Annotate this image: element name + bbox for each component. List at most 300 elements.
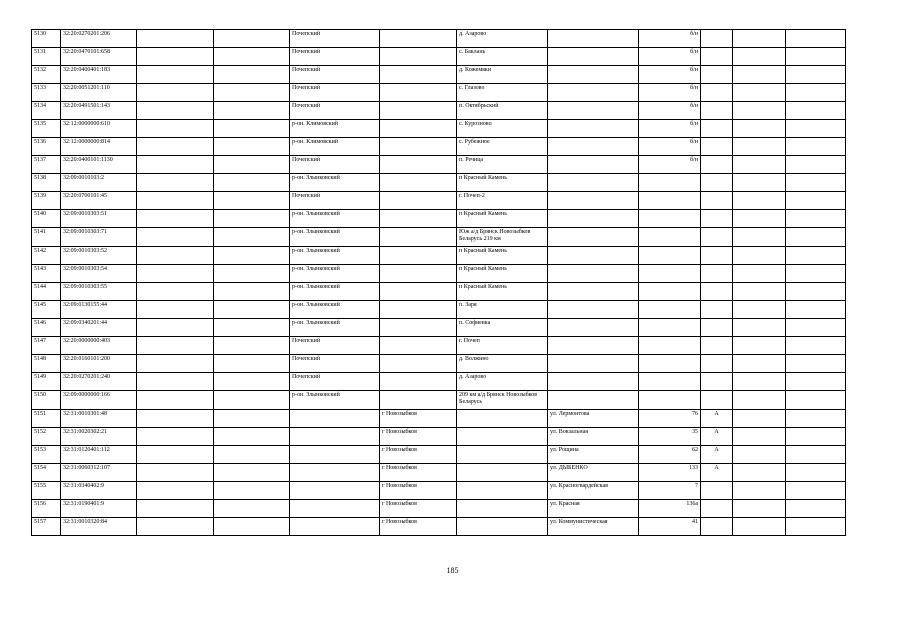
town-cell: [380, 319, 457, 337]
empty-cell: [786, 138, 846, 156]
row-number-cell: 5157: [32, 518, 61, 536]
empty-cell: [137, 373, 214, 391]
locality-cell: г. Почеп: [457, 337, 548, 355]
house-letter-cell: [701, 283, 733, 301]
cadastral-number-cell: 32:20:0400401:183: [61, 66, 137, 84]
house-letter-cell: [701, 228, 733, 247]
street-cell: [548, 228, 639, 247]
cadastral-number-cell: 32:20:0160101:200: [61, 355, 137, 373]
row-number-cell: 5140: [32, 210, 61, 228]
district-cell: р-он. Злынковский: [290, 247, 380, 265]
empty-cell: [214, 192, 290, 210]
district-cell: р-он. Злынковский: [290, 210, 380, 228]
house-number-cell: [639, 174, 701, 192]
cadastral-number-cell: 32:20:0270201:240: [61, 373, 137, 391]
empty-cell: [786, 228, 846, 247]
table-row: [32, 228, 846, 247]
district-cell: [290, 428, 380, 446]
empty-cell: [733, 228, 786, 247]
empty-cell: [214, 102, 290, 120]
empty-cell: [733, 301, 786, 319]
locality-cell: п. Октябрьский: [457, 102, 548, 120]
empty-cell: [214, 283, 290, 301]
table-row: [32, 500, 846, 518]
district-cell: Почепский: [290, 102, 380, 120]
row-number-cell: 5143: [32, 265, 61, 283]
town-cell: [380, 192, 457, 210]
house-number-cell: [639, 373, 701, 391]
town-cell: [380, 265, 457, 283]
street-cell: [548, 373, 639, 391]
empty-cell: [786, 120, 846, 138]
house-letter-cell: [701, 84, 733, 102]
cadastral-number-cell: 32:31:0010320:84: [61, 518, 137, 536]
empty-cell: [733, 84, 786, 102]
row-number-cell: 5141: [32, 228, 61, 247]
empty-cell: [786, 84, 846, 102]
empty-cell: [137, 102, 214, 120]
table-row: [32, 391, 846, 410]
town-cell: [380, 301, 457, 319]
street-cell: ул. Красная: [548, 500, 639, 518]
table-row: [32, 174, 846, 192]
row-number-cell: 5130: [32, 30, 61, 48]
district-cell: р-он. Злынковский: [290, 265, 380, 283]
cadastral-number-cell: 32:09:0010303:51: [61, 210, 137, 228]
house-number-cell: [639, 301, 701, 319]
empty-cell: [214, 120, 290, 138]
empty-cell: [214, 66, 290, 84]
street-cell: [548, 120, 639, 138]
empty-cell: [733, 156, 786, 174]
locality-cell: с. Баклань: [457, 48, 548, 66]
district-cell: Почепский: [290, 373, 380, 391]
empty-cell: [733, 102, 786, 120]
empty-cell: [214, 301, 290, 319]
empty-cell: [214, 337, 290, 355]
district-cell: Почепский: [290, 192, 380, 210]
town-cell: [380, 102, 457, 120]
empty-cell: [786, 428, 846, 446]
house-letter-cell: А: [701, 446, 733, 464]
locality-cell: п Красный Камень: [457, 283, 548, 301]
house-letter-cell: [701, 102, 733, 120]
town-cell: г Новозыбков: [380, 428, 457, 446]
empty-cell: [137, 30, 214, 48]
table-row: [32, 120, 846, 138]
town-cell: [380, 156, 457, 174]
table-row: [32, 247, 846, 265]
empty-cell: [733, 210, 786, 228]
empty-cell: [137, 337, 214, 355]
house-number-cell: [639, 192, 701, 210]
house-letter-cell: [701, 482, 733, 500]
row-number-cell: 5150: [32, 391, 61, 410]
table-row: [32, 210, 846, 228]
empty-cell: [214, 210, 290, 228]
cadastral-number-cell: 32:09:0010303:71: [61, 228, 137, 247]
street-cell: [548, 319, 639, 337]
town-cell: г Новозыбков: [380, 464, 457, 482]
cadastral-number-cell: 32:09:0010303:55: [61, 283, 137, 301]
empty-cell: [214, 48, 290, 66]
row-number-cell: 5137: [32, 156, 61, 174]
row-number-cell: 5145: [32, 301, 61, 319]
locality-cell: п. Речица: [457, 156, 548, 174]
street-cell: [548, 247, 639, 265]
street-cell: ул. Коммунистическая: [548, 518, 639, 536]
cadastral-number-cell: 32:31:0190401:9: [61, 500, 137, 518]
table-row: [32, 446, 846, 464]
house-letter-cell: [701, 265, 733, 283]
table-row: [32, 138, 846, 156]
district-cell: [290, 518, 380, 536]
district-cell: Почепский: [290, 48, 380, 66]
empty-cell: [214, 428, 290, 446]
town-cell: г Новозыбков: [380, 500, 457, 518]
empty-cell: [786, 482, 846, 500]
row-number-cell: 5144: [32, 283, 61, 301]
town-cell: [380, 373, 457, 391]
empty-cell: [733, 48, 786, 66]
table-row: [32, 265, 846, 283]
house-number-cell: 136а: [639, 500, 701, 518]
street-cell: [548, 138, 639, 156]
cadastral-number-cell: 32:20:0270201:206: [61, 30, 137, 48]
town-cell: [380, 247, 457, 265]
house-number-cell: б/н: [639, 120, 701, 138]
cadastral-number-cell: 32:09:0010303:54: [61, 265, 137, 283]
empty-cell: [733, 247, 786, 265]
empty-cell: [733, 410, 786, 428]
house-number-cell: 41: [639, 518, 701, 536]
empty-cell: [137, 446, 214, 464]
house-letter-cell: [701, 210, 733, 228]
empty-cell: [137, 192, 214, 210]
cadastral-number-cell: 32:09:0000000:166: [61, 391, 137, 410]
town-cell: [380, 337, 457, 355]
empty-cell: [733, 482, 786, 500]
cadastral-number-cell: 32:20:0491501:143: [61, 102, 137, 120]
table-row: [32, 319, 846, 337]
town-cell: г Новозыбков: [380, 518, 457, 536]
house-letter-cell: А: [701, 428, 733, 446]
empty-cell: [733, 464, 786, 482]
street-cell: [548, 174, 639, 192]
locality-cell: д. Волжино: [457, 355, 548, 373]
street-cell: [548, 265, 639, 283]
district-cell: р-он. Злынковский: [290, 283, 380, 301]
house-letter-cell: [701, 337, 733, 355]
town-cell: [380, 84, 457, 102]
empty-cell: [137, 391, 214, 410]
empty-cell: [137, 518, 214, 536]
locality-cell: д. Азарово: [457, 373, 548, 391]
town-cell: [380, 30, 457, 48]
locality-cell: п. Заря: [457, 301, 548, 319]
table-row: [32, 464, 846, 482]
district-cell: Почепский: [290, 337, 380, 355]
table-row: [32, 84, 846, 102]
house-number-cell: б/н: [639, 102, 701, 120]
empty-cell: [786, 247, 846, 265]
empty-cell: [214, 247, 290, 265]
house-number-cell: 76: [639, 410, 701, 428]
house-letter-cell: А: [701, 410, 733, 428]
town-cell: [380, 355, 457, 373]
locality-cell: 209 км а/д Брянск Новозыбков Беларусь: [457, 391, 548, 410]
table-row: [32, 156, 846, 174]
row-number-cell: 5149: [32, 373, 61, 391]
row-number-cell: 5138: [32, 174, 61, 192]
table-row: [32, 373, 846, 391]
house-letter-cell: [701, 48, 733, 66]
house-number-cell: 62: [639, 446, 701, 464]
house-letter-cell: [701, 373, 733, 391]
district-cell: р-он. Климовский: [290, 120, 380, 138]
house-number-cell: [639, 283, 701, 301]
cadastral-number-cell: 32:20:0700101:45: [61, 192, 137, 210]
register-table-wrapper: [31, 29, 846, 536]
locality-cell: Юж а/д Брянск Новозыбков Беларусь 219 км: [457, 228, 548, 247]
district-cell: р-он. Злынковский: [290, 301, 380, 319]
empty-cell: [137, 48, 214, 66]
district-cell: [290, 410, 380, 428]
house-number-cell: б/н: [639, 156, 701, 174]
empty-cell: [137, 174, 214, 192]
empty-cell: [137, 301, 214, 319]
empty-cell: [786, 500, 846, 518]
empty-cell: [786, 319, 846, 337]
street-cell: [548, 84, 639, 102]
locality-cell: [457, 500, 548, 518]
town-cell: [380, 283, 457, 301]
street-cell: [548, 66, 639, 84]
empty-cell: [137, 464, 214, 482]
empty-cell: [786, 518, 846, 536]
street-cell: [548, 30, 639, 48]
locality-cell: [457, 464, 548, 482]
locality-cell: п Красный Камень: [457, 210, 548, 228]
empty-cell: [733, 174, 786, 192]
empty-cell: [733, 30, 786, 48]
cadastral-number-cell: 32:09:0130155:44: [61, 301, 137, 319]
row-number-cell: 5146: [32, 319, 61, 337]
house-letter-cell: [701, 66, 733, 84]
locality-cell: п Красный Камень: [457, 265, 548, 283]
empty-cell: [137, 265, 214, 283]
row-number-cell: 5136: [32, 138, 61, 156]
row-number-cell: 5151: [32, 410, 61, 428]
row-number-cell: 5155: [32, 482, 61, 500]
street-cell: ул. Вокзальная: [548, 428, 639, 446]
empty-cell: [786, 66, 846, 84]
locality-cell: [457, 518, 548, 536]
house-letter-cell: [701, 247, 733, 265]
street-cell: [548, 283, 639, 301]
house-letter-cell: [701, 30, 733, 48]
empty-cell: [214, 228, 290, 247]
locality-cell: п Красный Камень: [457, 247, 548, 265]
town-cell: г Новозыбков: [380, 482, 457, 500]
cadastral-number-cell: 32:20:0470101:658: [61, 48, 137, 66]
town-cell: г Новозыбков: [380, 446, 457, 464]
empty-cell: [137, 138, 214, 156]
cadastral-number-cell: 32:31:0340402:9: [61, 482, 137, 500]
empty-cell: [786, 174, 846, 192]
empty-cell: [733, 265, 786, 283]
house-letter-cell: [701, 174, 733, 192]
house-letter-cell: [701, 120, 733, 138]
town-cell: [380, 66, 457, 84]
empty-cell: [786, 355, 846, 373]
empty-cell: [137, 410, 214, 428]
empty-cell: [786, 337, 846, 355]
district-cell: [290, 446, 380, 464]
empty-cell: [786, 410, 846, 428]
page-number: 185: [446, 566, 459, 575]
table-row: [32, 337, 846, 355]
street-cell: ул. Лермонтова: [548, 410, 639, 428]
cadastral-number-cell: 32:12:0000000:814: [61, 138, 137, 156]
street-cell: [548, 210, 639, 228]
row-number-cell: 5148: [32, 355, 61, 373]
district-cell: Почепский: [290, 84, 380, 102]
house-number-cell: б/н: [639, 84, 701, 102]
table-row: [32, 30, 846, 48]
empty-cell: [214, 464, 290, 482]
empty-cell: [137, 156, 214, 174]
street-cell: ул. Рощина: [548, 446, 639, 464]
cadastral-number-cell: 32:31:0120401:112: [61, 446, 137, 464]
row-number-cell: 5135: [32, 120, 61, 138]
district-cell: Почепский: [290, 355, 380, 373]
cadastral-number-cell: 32:20:0000000:403: [61, 337, 137, 355]
locality-cell: с. Глазово: [457, 84, 548, 102]
empty-cell: [786, 446, 846, 464]
empty-cell: [214, 355, 290, 373]
house-number-cell: 7: [639, 482, 701, 500]
house-letter-cell: [701, 319, 733, 337]
row-number-cell: 5156: [32, 500, 61, 518]
empty-cell: [786, 156, 846, 174]
empty-cell: [786, 301, 846, 319]
empty-cell: [786, 102, 846, 120]
empty-cell: [733, 446, 786, 464]
table-row: [32, 192, 846, 210]
empty-cell: [137, 120, 214, 138]
table-row: [32, 48, 846, 66]
district-cell: р-он. Климовский: [290, 138, 380, 156]
empty-cell: [214, 84, 290, 102]
empty-cell: [786, 283, 846, 301]
empty-cell: [733, 319, 786, 337]
row-number-cell: 5133: [32, 84, 61, 102]
empty-cell: [214, 373, 290, 391]
empty-cell: [214, 156, 290, 174]
house-number-cell: [639, 265, 701, 283]
house-letter-cell: [701, 301, 733, 319]
house-number-cell: [639, 210, 701, 228]
empty-cell: [733, 428, 786, 446]
empty-cell: [733, 138, 786, 156]
empty-cell: [733, 337, 786, 355]
table-row: [32, 301, 846, 319]
register-rows: [32, 30, 846, 536]
house-number-cell: б/н: [639, 48, 701, 66]
empty-cell: [214, 138, 290, 156]
empty-cell: [786, 464, 846, 482]
row-number-cell: 5153: [32, 446, 61, 464]
table-row: [32, 355, 846, 373]
house-letter-cell: [701, 156, 733, 174]
cadastral-number-cell: 32:09:0010303:52: [61, 247, 137, 265]
house-letter-cell: [701, 518, 733, 536]
street-cell: ул. Красногвардейская: [548, 482, 639, 500]
empty-cell: [137, 355, 214, 373]
row-number-cell: 5147: [32, 337, 61, 355]
table-row: [32, 482, 846, 500]
house-letter-cell: [701, 355, 733, 373]
empty-cell: [214, 391, 290, 410]
town-cell: [380, 48, 457, 66]
locality-cell: [457, 428, 548, 446]
empty-cell: [733, 192, 786, 210]
locality-cell: [457, 446, 548, 464]
empty-cell: [137, 319, 214, 337]
empty-cell: [786, 265, 846, 283]
empty-cell: [786, 192, 846, 210]
empty-cell: [733, 518, 786, 536]
locality-cell: [457, 410, 548, 428]
street-cell: [548, 192, 639, 210]
empty-cell: [786, 391, 846, 410]
table-row: [32, 410, 846, 428]
street-cell: [548, 102, 639, 120]
empty-cell: [214, 319, 290, 337]
house-number-cell: [639, 247, 701, 265]
district-cell: Почепский: [290, 30, 380, 48]
cadastral-number-cell: 32:20:0400101:1130: [61, 156, 137, 174]
locality-cell: п. Софиевка: [457, 319, 548, 337]
empty-cell: [137, 247, 214, 265]
empty-cell: [137, 66, 214, 84]
house-letter-cell: [701, 391, 733, 410]
row-number-cell: 5134: [32, 102, 61, 120]
row-number-cell: 5142: [32, 247, 61, 265]
house-letter-cell: [701, 500, 733, 518]
empty-cell: [733, 373, 786, 391]
empty-cell: [733, 120, 786, 138]
house-number-cell: [639, 337, 701, 355]
house-number-cell: б/н: [639, 66, 701, 84]
row-number-cell: 5132: [32, 66, 61, 84]
empty-cell: [214, 265, 290, 283]
row-number-cell: 5139: [32, 192, 61, 210]
empty-cell: [137, 428, 214, 446]
house-number-cell: 35: [639, 428, 701, 446]
house-letter-cell: [701, 138, 733, 156]
locality-cell: [457, 482, 548, 500]
register-table: [31, 29, 846, 536]
street-cell: [548, 156, 639, 174]
empty-cell: [214, 446, 290, 464]
locality-cell: с. Курозново: [457, 120, 548, 138]
table-row: [32, 518, 846, 536]
district-cell: Почепский: [290, 66, 380, 84]
town-cell: [380, 391, 457, 410]
town-cell: [380, 228, 457, 247]
